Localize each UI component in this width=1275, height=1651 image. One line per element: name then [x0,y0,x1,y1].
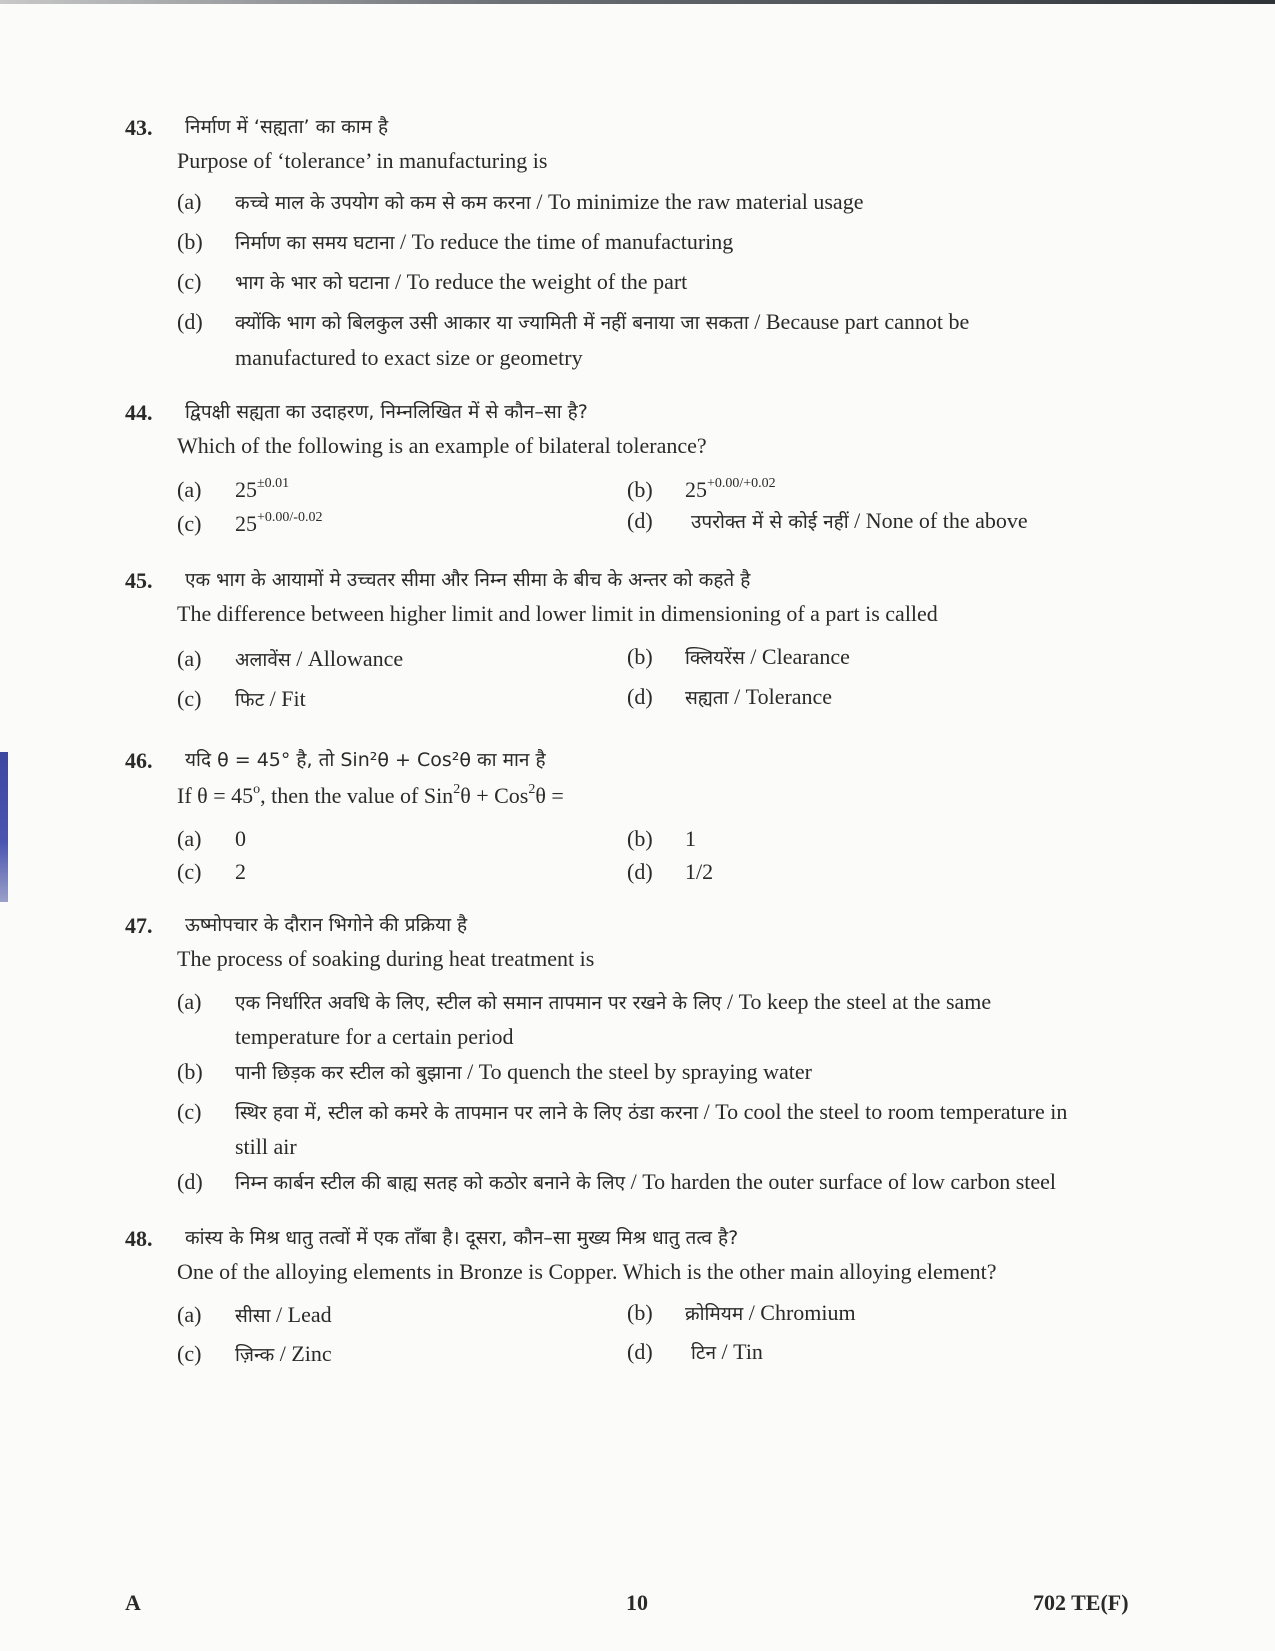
option-a [177,989,991,1015]
question-text-english: Which of the following is an example of bilateral tolerance? [177,433,707,458]
option-text-english: 1/2 [685,859,714,884]
question-number: 46. [125,748,153,773]
option-text-hindi: क्योंकि भाग को बिलकुल उसी आकार या ज्यामिती में नहीं बनाया जा सकता [235,312,749,334]
question-text-english: Purpose of ‘tolerance’ in manufacturing is [177,148,548,173]
option-label: (d) [627,684,653,709]
option-a [177,476,289,503]
option-text-english: / Tin [716,1339,763,1364]
option-c [177,1341,332,1367]
option-a [177,189,863,215]
english-text-part: θ = [535,783,564,808]
square-superscript: 2 [453,782,461,797]
option-text-hindi: निम्न कार्बन स्टील की बाह्य सतह को कठोर बनाने के लिए [235,1172,626,1194]
option-label: (c) [177,1099,202,1124]
footer-set-code: A [125,1590,141,1615]
option-text-english: / Fit [264,686,306,711]
option-label: (a) [177,989,202,1014]
option-c [177,859,246,885]
question-text-english [177,782,564,809]
option-label: (b) [177,229,203,254]
option-label: (b) [627,826,653,851]
option-text-hindi: सह्यता [685,687,729,709]
english-text-part: If θ = 45 [177,783,254,808]
option-d [627,1339,763,1365]
question-text-english: The process of soaking during heat treatment is [177,946,595,971]
option-text-english: / Lead [270,1302,332,1327]
option-d-continuation: manufactured to exact size or geometry [235,345,583,370]
option-b [627,644,850,670]
question-number: 45. [125,568,153,593]
option-c [177,686,306,712]
option-a [177,826,246,852]
question-text-hindi: निर्माण में ‘सह्यता’ का काम है [185,116,389,138]
option-label: (a) [177,477,202,502]
question-text-english: The difference between higher limit and lower limit in dimensioning of a part is called [177,601,938,626]
option-text-hindi: निर्माण का समय घटाना [235,232,395,254]
option-b [627,826,696,852]
option-label: (a) [177,1302,202,1327]
option-c-continuation: still air [235,1134,297,1159]
question-number: 43. [125,115,153,140]
option-text-hindi: क्रोमियम [685,1303,744,1325]
option-text-english: / To minimize the raw material usage [530,189,864,214]
question-number: 48. [125,1226,153,1251]
square-superscript: 2 [528,782,536,797]
option-d [177,1169,1056,1195]
option-label: (b) [627,644,653,669]
option-b [627,476,776,503]
option-label: (d) [627,1339,653,1364]
english-text-part: θ + Cos [460,783,529,808]
option-text-hindi: कच्चे माल के उपयोग को कम से कम करना [235,192,531,214]
option-text-hindi: क्लियरेंस [685,647,745,669]
option-b [177,1059,812,1085]
option-text-hindi: उपरोक्त में से कोई नहीं [691,511,849,533]
tolerance-superscript: +0.00/+0.02 [707,476,776,491]
option-text-hindi: टिन [691,1342,717,1364]
option-label: (a) [177,646,202,671]
question-text-english: One of the alloying elements in Bronze is Copper. Which is the other main alloying element? [177,1259,997,1284]
footer-paper-code: 702 TE(F) [1033,1590,1129,1615]
option-text-hindi: अलावेंस [235,649,291,671]
question-text-hindi: एक भाग के आयामों मे उच्चतर सीमा और निम्न सीमा के बीच के अन्तर को कहते है [185,569,751,591]
option-text-hindi: भाग के भार को घटाना [235,272,390,294]
option-label: (d) [177,309,203,334]
option-d [177,309,969,335]
option-c [177,269,687,295]
option-a [177,646,403,672]
option-a-continuation: temperature for a certain period [235,1024,514,1049]
option-label: (c) [177,1341,202,1366]
option-text-hindi: एक निर्धारित अवधि के लिए, स्टील को समान तापमान पर रखने के लिए [235,992,722,1014]
option-label: (c) [177,511,202,536]
question-text-hindi: यदि θ = 45° है, तो Sin²θ + Cos²θ का मान है [185,749,546,771]
option-a [177,1302,332,1328]
option-b [177,229,733,255]
option-label: (c) [177,686,202,711]
option-text-hindi: ज़िन्क [235,1344,275,1366]
option-text-english: / To keep the steel at the same [721,989,992,1014]
question-number: 47. [125,913,153,938]
option-text-hindi: फिट [235,689,265,711]
scan-top-border [0,0,1275,4]
option-label: (b) [627,477,653,502]
option-value: 25 [685,477,707,502]
option-c [177,1099,1067,1125]
option-text-english: / Allowance [290,646,404,671]
option-d [627,508,1028,534]
option-label: (a) [177,826,202,851]
question-text-hindi: द्विपक्षी सह्यता का उदाहरण, निम्नलिखित में से कौन–सा है? [185,401,588,423]
option-label: (b) [177,1059,203,1084]
option-text-hindi: स्थिर हवा में, स्टील को कमरे के तापमान पर लाने के लिए ठंडा करना [235,1102,699,1124]
option-value: 25 [235,511,257,536]
option-text-english: / Zinc [274,1341,332,1366]
option-label: (c) [177,859,202,884]
option-text-english: / None of the above [848,508,1028,533]
english-text-part: , then the value of Sin [260,783,454,808]
option-text-hindi: पानी छिड़क कर स्टील को बुझाना [235,1062,462,1084]
option-label: (d) [627,859,653,884]
option-text-hindi: सीसा [235,1305,271,1327]
option-label: (d) [627,508,653,533]
tolerance-superscript: ±0.01 [257,476,290,491]
option-label: (b) [627,1300,653,1325]
question-text-hindi: ऊष्मोपचार के दौरान भिगोने की प्रक्रिया है [185,914,468,936]
option-text-english: 2 [235,859,246,884]
option-text-english: / Because part cannot be [748,309,970,334]
option-text-english: / Chromium [743,1300,856,1325]
option-d [627,684,832,710]
tolerance-superscript: +0.00/-0.02 [257,510,323,525]
option-text-english: / To reduce the time of manufacturing [394,229,734,254]
option-text-english: / To harden the outer surface of low carbon steel [625,1169,1057,1194]
option-label: (a) [177,189,202,214]
option-text-english: / To quench the steel by spraying water [461,1059,812,1084]
option-text-english: / To reduce the weight of the part [389,269,688,294]
scan-edge-artifact [0,752,8,902]
option-label: (c) [177,269,202,294]
option-value: 25 [235,477,257,502]
degree-superscript: o [253,782,261,797]
option-text-english: / To cool the steel to room temperature in [698,1099,1068,1124]
option-text-english: / Tolerance [728,684,833,709]
question-text-hindi: कांस्य के मिश्र धातु तत्वों में एक ताँबा है। दूसरा, कौन–सा मुख्य मिश्र धातु तत्व है? [185,1227,739,1249]
option-d [627,859,713,885]
option-text-english: / Clearance [744,644,850,669]
footer-page-number: 10 [626,1590,648,1615]
option-text-english: 1 [685,826,696,851]
question-number: 44. [125,400,153,425]
option-b [627,1300,856,1326]
option-c [177,510,322,537]
option-label: (d) [177,1169,203,1194]
option-text-english: 0 [235,826,246,851]
